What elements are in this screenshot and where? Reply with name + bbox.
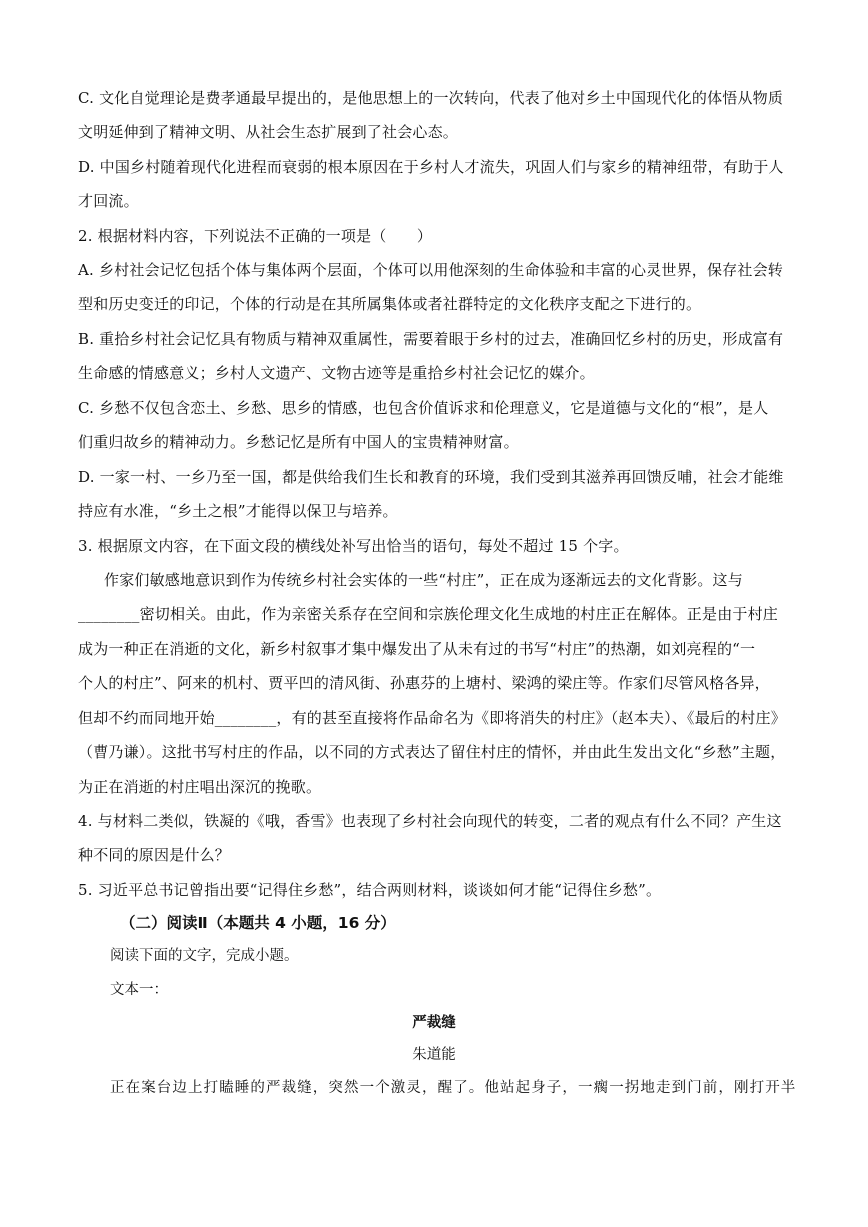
q2-option-b-line-1: B. 重拾乡村社会记忆具有物质与精神双重属性，需要着眼于乡村的过去，准确回忆乡村的历史，形成富有	[78, 330, 784, 348]
section-heading: （二）阅读Ⅱ（本题共 4 小题，16 分）	[120, 914, 396, 932]
option-d-line-2: 才回流。	[78, 192, 139, 210]
question-5: 5. 习近平总书记曾指出要“记得住乡愁”，结合两则材料，谈谈如何才能“记得住乡愁”。	[78, 881, 662, 899]
question-4-line-2: 种不同的原因是什么？	[78, 846, 231, 864]
q2-option-d-line-1: D. 一家一村、一乡乃至一国，都是供给我们生长和教育的环境，我们受到其滋养再回馈反哺，社会才能维	[78, 468, 784, 486]
q2-option-c-line-2: 们重归故乡的精神动力。乡愁记忆是所有中国人的宝贵精神财富。	[78, 433, 519, 451]
q3-passage-line-1: 作家们敏感地意识到作为传统乡村社会实体的一些“村庄”，正在成为逐渐远去的文化背影。这与	[104, 571, 743, 589]
question-4-line-1: 4. 与材料二类似，铁凝的《哦，香雪》也表现了乡村社会向现代的转变，二者的观点有什么不同？产生这	[78, 812, 782, 830]
q2-option-b-line-2: 生命感的情感意义；乡村人文遗产、文物古迹等是重拾乡村社会记忆的媒介。	[78, 364, 595, 382]
q3-passage-line-6: （曹乃谦）。这批书写村庄的作品，以不同的方式表达了留住村庄的情怀，并由此生发出文化“乡愁”主题，	[78, 743, 786, 761]
q3-passage-line-3: 成为一种正在消逝的文化，新乡村叙事才集中爆发出了从未有过的书写“村庄”的热潮，如刘亮程的“一	[78, 640, 756, 658]
q2-option-a-line-1: A. 乡村社会记忆包括个体与集体两个层面，个体可以用他深刻的生命体验和丰富的心灵世界，保存社会转	[78, 261, 783, 279]
option-d-line-1: D. 中国乡村随着现代化进程而衰弱的根本原因在于乡村人才流失，巩固人们与家乡的精神纽带，有助于人	[78, 158, 784, 176]
q2-option-c-line-1: C. 乡愁不仅包含恋土、乡愁、思乡的情感，也包含价值诉求和伦理意义，它是道德与文化的“根”，是人	[78, 399, 769, 417]
story-first-line: 正在案台边上打瞌睡的严裁缝，突然一个激灵，醒了。他站起身子，一瘸一拐地走到门前，刚打开半	[110, 1080, 797, 1096]
story-title: 严裁缝	[412, 1014, 456, 1031]
story-author: 朱道能	[412, 1047, 456, 1063]
option-c-line-1: C. 文化自觉理论是费孝通最早提出的，是他思想上的一次转向，代表了他对乡土中国现代化的体悟从物质	[78, 89, 784, 107]
reading-instruction: 阅读下面的文字，完成小题。	[110, 948, 299, 964]
question-2: 2. 根据材料内容，下列说法不正确的一项是（ ）	[78, 227, 433, 245]
q3-passage-line-2: ________密切相关。由此，作为亲密关系存在空间和宗族伦理文化生成地的村庄正在解体。正是由于村庄	[78, 605, 779, 623]
q3-passage-line-5: 但却不约而同地开始________，有的甚至直接将作品命名为《即将消失的村庄》（赵本夫）、《最后的村庄》	[78, 709, 786, 727]
question-3: 3. 根据原文内容，在下面文段的横线处补写出恰当的语句，每处不超过 15 个字。	[78, 537, 629, 555]
q2-option-d-line-2: 持应有水准，“乡土之根”才能得以保卫与培养。	[78, 502, 398, 520]
q3-passage-line-4: 个人的村庄”、阿来的机村、贾平凹的清风街、孙惠芬的上塘村、梁鸿的梁庄等。作家们尽管风格各异，	[78, 674, 770, 692]
q2-option-a-line-2: 型和历史变迁的印记，个体的行动是在其所属集体或者社群特定的文化秩序支配之下进行的。	[78, 295, 702, 313]
option-c-line-2: 文明延伸到了精神文明、从社会生态扩展到了社会心态。	[78, 123, 459, 141]
q3-passage-line-7: 为正在消逝的村庄唱出深沉的挽歌。	[78, 778, 322, 796]
text-label: 文本一：	[110, 982, 168, 998]
